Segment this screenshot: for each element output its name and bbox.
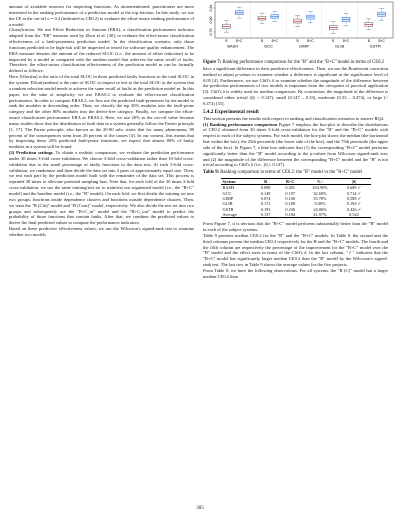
paragraph-text: To obtain a realistic comparison, we evaluate the prediction performance under 30 times 3-fold cross-validation. We choose 3-fold cross-validation rather than 10-fold cross-validation due to the small percentage of faulty functions in the data sets. At each 3-fold cross-validation, we randomize and then divide the data set into 3 parts of approximately equal size. Then, we test each part by the prediction model built with the remainder of the data set. This process is repeated 30 times to alleviate potential sampling bias. Note that, for each fold of the 30 times 3-fold cross-validation, we use the same training/test set to train/test our segmented model (i.e., the "B+C" model) and the baseline model (i.e., the "B" model). On each fold, we first divide the training set into two groups: functions inside dependence clusters and functions outside dependence clusters. Then, we train the "B (Cin)" model and "B (Cout)" model, respectively. We also divide the test set into two groups and subsequently use the "B+C_in" model and the "B+C_out" model to predict the probability of those functions that contain faults. After that, we combine the predicted values to derive the final predicted values to compute the performance indicators. [9, 150, 194, 226]
figure-caption-text: Ranking performance comparison for the "B" and the "B+C" model in terms of CE0.2 [222, 60, 385, 65]
box-label: B [260, 39, 264, 43]
box-label: B+C [378, 39, 385, 43]
category-label: GSTR [369, 43, 381, 49]
table-cell: 0.201 [285, 185, 296, 191]
paragraph-heading: (2) Prediction settings. [9, 150, 54, 156]
results-table [221, 178, 371, 218]
table-cell: GCC [222, 190, 232, 196]
paragraph: have a significant difference in their predictive effectiveness. Then, we use the Bonferroni correction method to adjust p-values to examine whether a difference is significant at the significance level of 0.05 [4]. Furthermore, we use Cliff's δ to examine whether the magnitude of the difference between the prediction performances of two models is important from the viewpoint of practical application [2]. Cliff's δ is widely used for median comparison. By convention, the magnitude of the difference is considered either trivial (|δ| < 0.147), small (0.147 – 0.33), moderate (0.33 – 0.474), or large (> 0.474) [35]. [203, 65, 388, 106]
category-label: GCC [263, 43, 273, 49]
table-cell: GIMP [222, 196, 234, 202]
table-cell: 0.184 [278, 212, 303, 218]
table-cell: 0.236 [285, 206, 296, 212]
paragraph: From Table 9, we have the following observations. For all systems, the "B (C)" model has a larger median CE0.2 than [203, 267, 388, 279]
table-caption-label: Table 9: [203, 170, 220, 176]
paragraph: This section presents the results with respect to ranking and classification scenarios to answer RQ4. [203, 115, 385, 121]
box-label: B+C [236, 39, 243, 43]
y-tick-label: 0.80 [209, 16, 213, 24]
box-label: B [332, 39, 335, 43]
paragraph: From Figure 7, it is obvious that the "B+C" model performs substantially better than the "B" model in each of the subject systems. [203, 221, 388, 233]
table-header-cell: System [221, 179, 254, 185]
table-cell: 0.188 [285, 201, 296, 207]
right-column [203, 58, 388, 280]
table-caption-text: Ranking comparison in terms of CE0.2: the "B" model vs the "B+C" model [220, 170, 362, 176]
table-cell: BASH [222, 185, 234, 191]
paragraph: Here, Effort(m) is the ratio of the total SLOC in those predicted faulty functions to the total SLOC in the system. Effort(random) is the ratio of SLOC to inspect or test to the total SLOC in the system that a random selection model needs to achieve the same recall of faults as the prediction model m. In this paper, for the sake of simplicity, we use ERA0.2 to evaluate the effort-aware classification performance. In order to compute ERA0.2, we first use the predicted fault-proneness by the model to rank the modules in descending order. Then, we classify the top 20% modules into the fault-prone category and the other 80% modules into the defect-free category. Finally, we compute the effort-aware classification performance ERA as ERA0.2. Here, we use 20% as the cut-off value because many studies show that the distribution of fault data in a system generally follow the Pareto principle [1, 17]. The Pareto principle, also known as the 20-80 rule, states that for many phenomena, 80 percent of the consequences stem from 20 percent of the causes [4]. In our context, this means that by inspecting these 20% predicted fault-prone functions, we expect that almost 80% of faulty modules in a system will be found. [9, 74, 194, 150]
box-label: B+C [342, 39, 350, 43]
y-tick-label: 0.76 [209, 28, 213, 36]
table-cell: Average [221, 212, 254, 218]
table-cell: 0.172 [260, 201, 271, 207]
figure-caption-label: Figure 7: [203, 60, 222, 65]
table-cell: 32.69% [313, 190, 327, 196]
table-cell: 0.522 [337, 212, 370, 218]
table-cell: 0.098 [260, 185, 271, 191]
page-number: 305 [196, 506, 204, 511]
section-heading: 5.4.2 Experimental result [203, 108, 259, 115]
table-cell: 24.06% [313, 206, 327, 212]
paragraph-text: We use Effort Reduction in Amount (ERA), a classification performance indicator adapted from the "ER" measure used by Zhou et al. [40], to evaluate the effort-aware classification effectiveness of a fault-proneness prediction model. In the classification scenario, only those functions predicted to be high-risk will be inspected or tested for software quality enhancement. The ERA measure denotes the amount of the reduced SLOC (i.e., the amount of effort reduction) to be inspected by a model m compared with the random model that achieves the same recall of faults. Therefore, the effort-aware classification effectiveness of the prediction model m can be formally defined as follows: [9, 27, 194, 74]
table-cell: 0.426 ✓ [346, 206, 362, 212]
paragraph: Based on these predictive effectiveness values, we use the Wilcoxon's signed-rank test to examine whether two models [9, 226, 194, 237]
category-label: GIMP [298, 43, 310, 49]
left-column [9, 4, 194, 238]
box-label: B+C [271, 39, 278, 43]
table-cell: 41.97% [303, 212, 338, 218]
box-label: B [367, 39, 370, 43]
table-cell: 9.40% [314, 201, 326, 207]
table-cell: 35.78% [313, 196, 327, 202]
paragraph [9, 27, 194, 74]
paragraph: Table 9 presents median CE0.2 for the "B" and the "B+C" models. In Table 9, the second and the third columns present the median CE0.2 respectively for the B and the "B+C" models. The fourth and the fifth column are respectively the percentage of the improvement for the "B+C" model over the "B" model and the effect sizes in terms of the Cliff's δ. In the last column, "✓" indicates that the "B+C" model has significantly larger median CE0.2 than the "B" model by the Wilcoxon's signed-rank test. The last row in Table 9 shows the average values for the five projects. [203, 232, 388, 268]
paragraph: amount of available resource for inspecting functions. As aforementioned, practitioners are more interested in the ranking performance of a prediction model at the top fraction. In this study, we use the CE at the cut-off π = 0.2 (indicated as CE0.2) to evaluate the effort-aware ranking performance of a model. [9, 4, 194, 27]
table-cell: 0.714 ✓ [346, 190, 362, 196]
table-header-cell: B+C [278, 179, 303, 185]
table-cell: 0.074 [260, 196, 271, 202]
box-label: B [225, 39, 228, 43]
table-cell: 0.193 [260, 206, 271, 212]
table-header-cell: |δ| [337, 179, 370, 185]
table-caption [203, 170, 388, 176]
paragraph-text: Figure 7 employs the box-plot to describe the distributions of CE0.2 obtained from 30 times 3-fold cross-validation for the "B" and the "B+C" models with respect to each of the subject systems. For each model, the box-plot shows the median (the horizontal line within the box), the 25th percentile (the lower side of the box), and the 75th percentile (the upper side of the box). In Figure 7, a blue box indicates that (1) the corresponding "B+C" model performs significantly better than the "B" model according to the p-values from Wilcoxon signed-rank test; and (2) the magnitude of the difference between the corresponding "B+C" model and the "B" is not trivial according to Cliff's δ (i.e., |δ| ≥ 0.147). [203, 121, 389, 168]
paragraph-heading: (1) Ranking performance comparison [203, 121, 278, 127]
category-label: GLIB [335, 43, 345, 49]
box-label: B+C [307, 39, 314, 43]
table-header-cell: %↑ [303, 179, 338, 185]
figure-7 [203, 0, 395, 55]
paragraph-heading: Classification. [9, 27, 36, 33]
table-header-cell: B [253, 179, 278, 185]
table-cell: GLIB [222, 201, 233, 207]
box-bplusc-gstr [378, 12, 386, 16]
table-cell: 0.194 ✓ [346, 201, 362, 207]
table-cell: 0.137 [253, 212, 278, 218]
plot-frame [215, 2, 393, 38]
paragraph [9, 150, 194, 226]
category-label: BASH [227, 43, 239, 49]
box-plot-chart [203, 0, 395, 50]
table-cell: 0.688 ✓ [346, 185, 362, 191]
table-row [221, 212, 371, 218]
box-label: B [296, 39, 299, 43]
table-cell: 0.148 [260, 190, 271, 196]
table-cell: 0.588 ✓ [346, 196, 362, 202]
y-tick-label: 0.84 [209, 4, 213, 12]
table-cell: 0.197 [285, 190, 296, 196]
table-cell: 0.100 [285, 196, 296, 202]
table-cell: 104.90% [312, 185, 328, 191]
table-cell: GSTR [222, 206, 234, 212]
paragraph [203, 122, 388, 169]
